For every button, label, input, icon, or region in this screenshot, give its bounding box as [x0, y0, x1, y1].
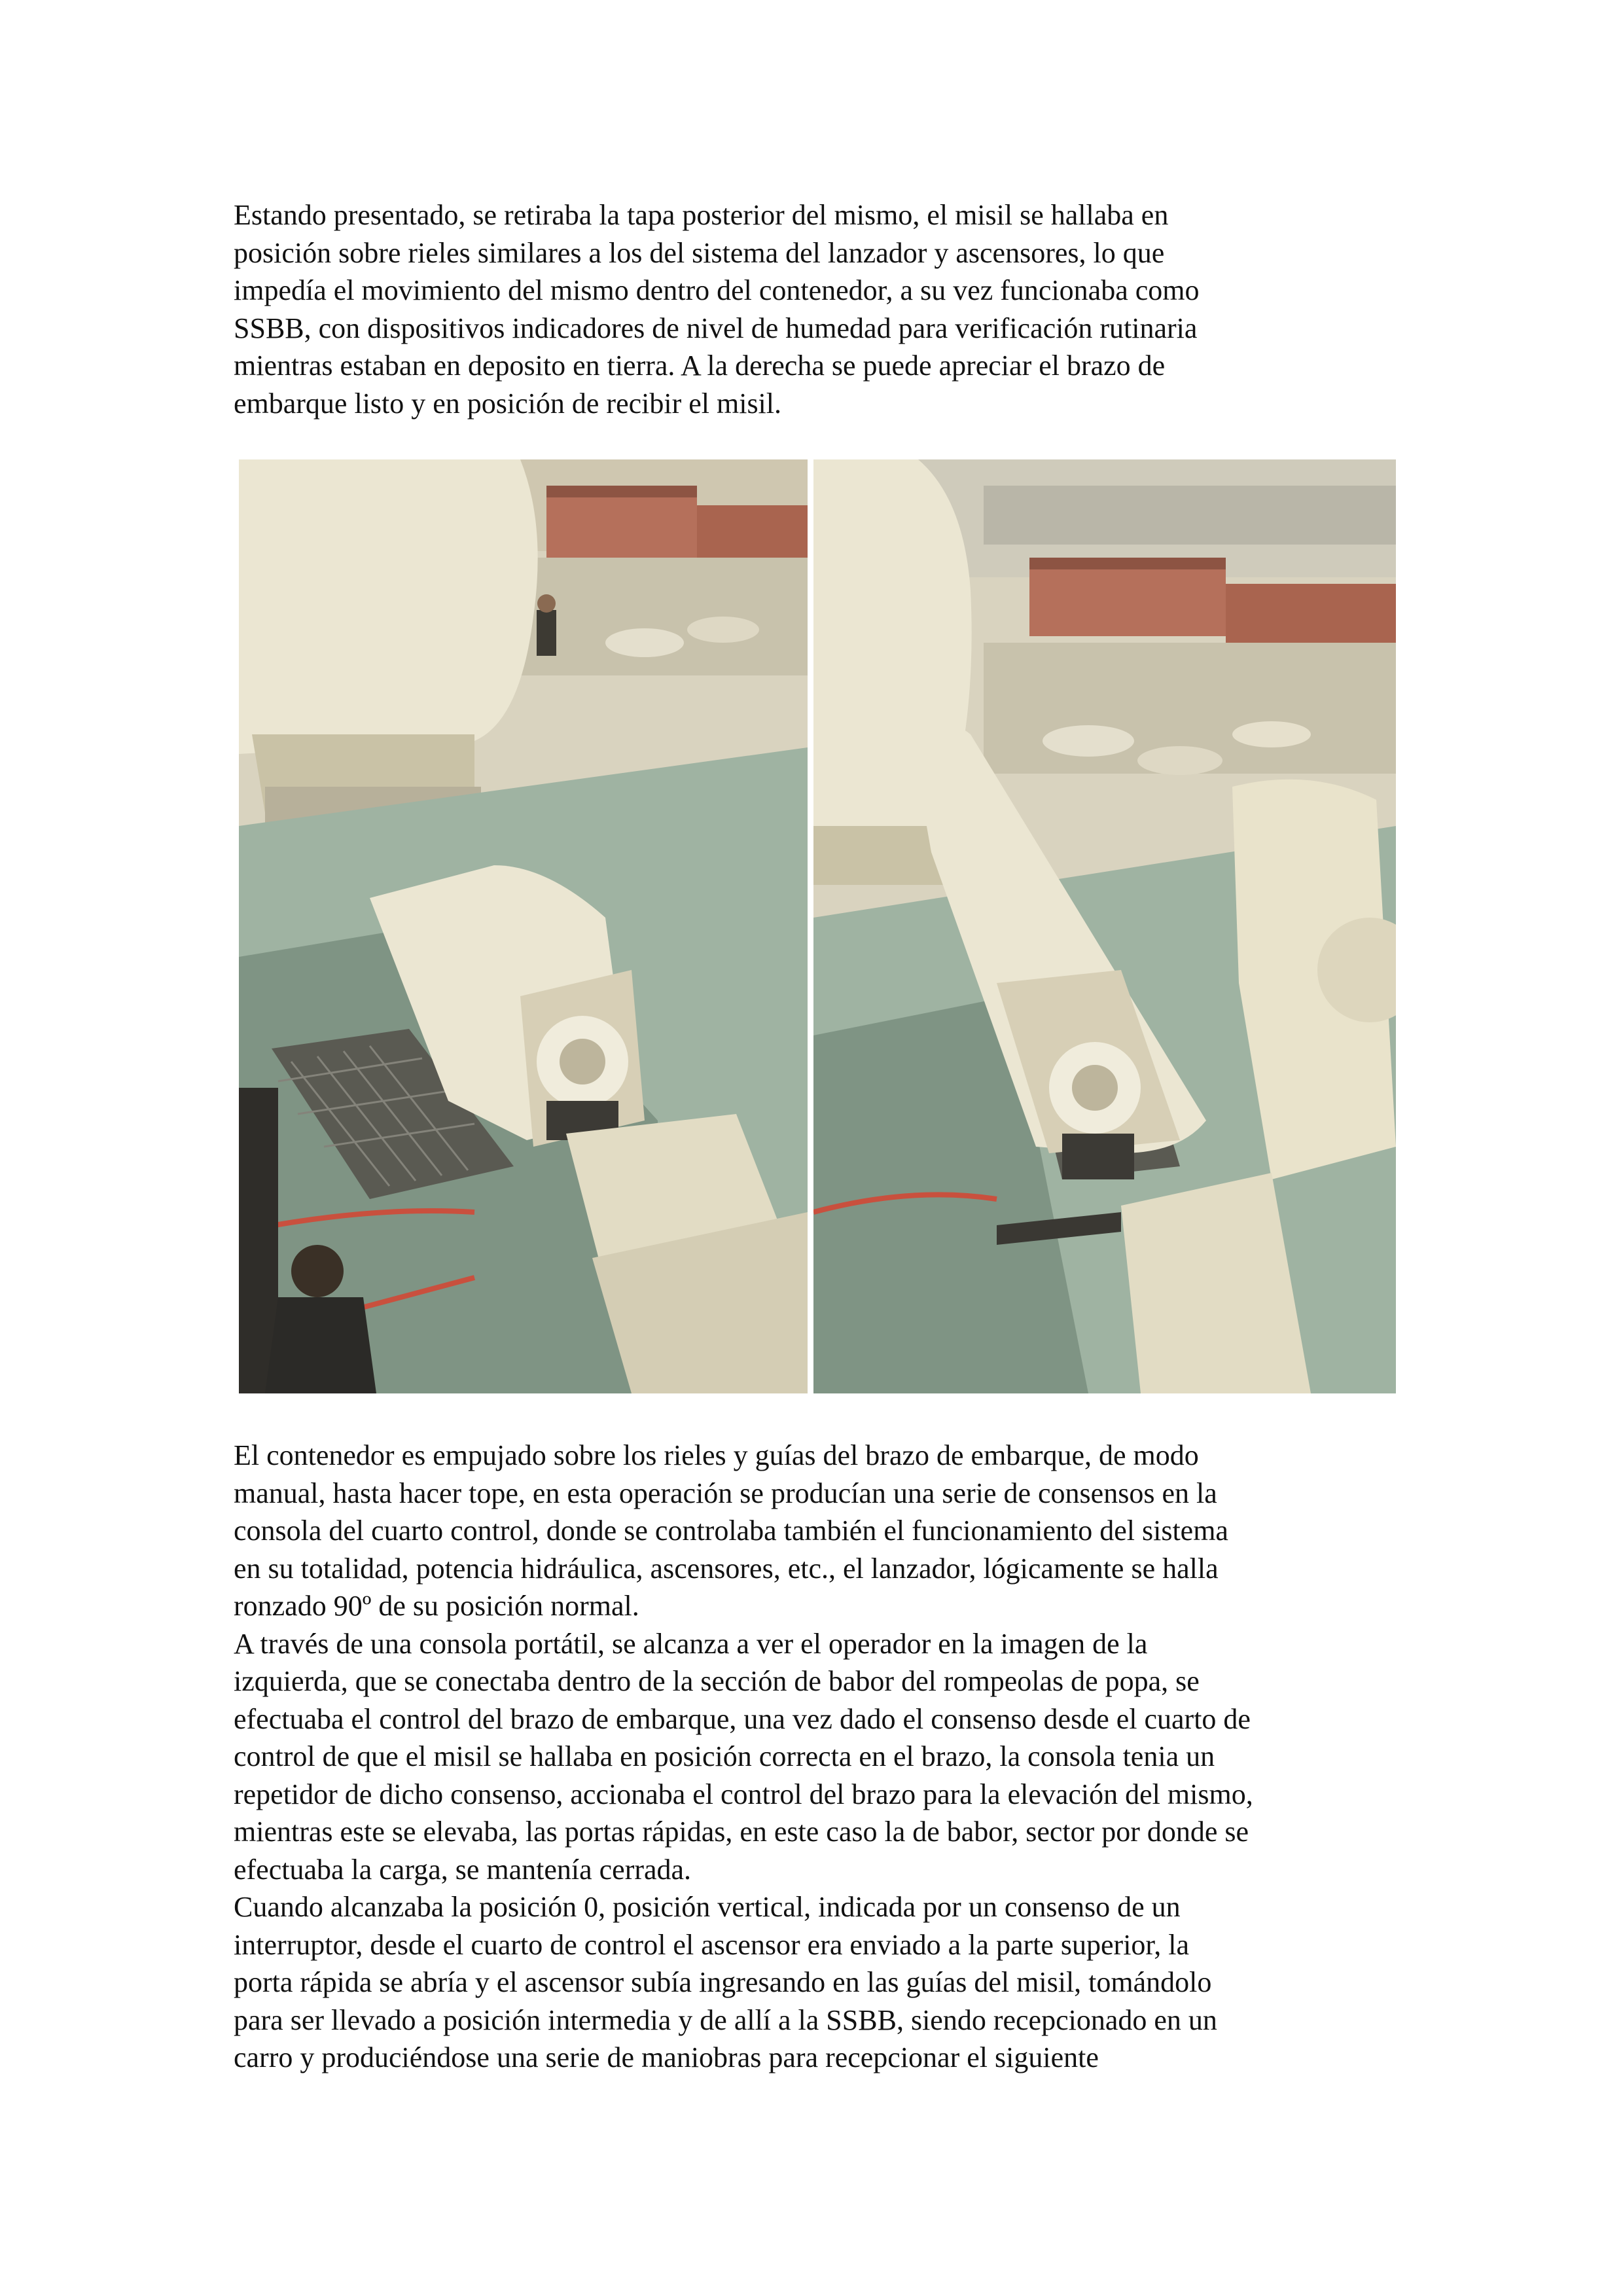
text-line: en su totalidad, potencia hidráulica, ascensores, etc., el lanzador, lógicamente se halla [234, 1552, 1219, 1585]
text-line: para ser llevado a posición intermedia y de allí a la SSBB, siendo recepcionado en un [234, 2003, 1217, 2036]
photo-icon [239, 459, 808, 1393]
photo-icon [813, 459, 1396, 1393]
text-line: SSBB, con dispositivos indicadores de nivel de humedad para verificación rutinaria [234, 312, 1198, 344]
text-line: El contenedor es empujado sobre los rieles y guías del brazo de embarque, de modo [234, 1439, 1199, 1471]
text-line: mientras estaban en deposito en tierra. A la derecha se puede apreciar el brazo de [234, 350, 1166, 382]
body-paragraph [234, 1437, 1412, 2077]
text-line: carro y produciéndose una serie de maniobras para recepcionar el siguiente [234, 2041, 1099, 2073]
text-line: izquierda, que se conectaba dentro de la sección de babor del rompeolas de popa, se [234, 1665, 1200, 1697]
text-line: efectuaba el control del brazo de embarque, una vez dado el consenso desde el cuarto de [234, 1702, 1251, 1735]
text-line: impedía el movimiento del mismo dentro del contenedor, a su vez funcionaba como [234, 274, 1200, 306]
text-line: Estando presentado, se retiraba la tapa posterior del mismo, el misil se hallaba en [234, 199, 1169, 231]
text-line: porta rápida se abría y el ascensor subía ingresando en las guías del misil, tomándolo [234, 1966, 1212, 1998]
photo-right [813, 459, 1396, 1393]
photo-left [239, 459, 808, 1393]
text-line: repetidor de dicho consenso, accionaba el control del brazo para la elevación del mismo, [234, 1778, 1253, 1810]
text-line: consola del cuarto control, donde se controlaba también el funcionamiento del sistema [234, 1515, 1228, 1547]
text-line: embarque listo y en posición de recibir el misil. [234, 387, 782, 420]
text-line: interruptor, desde el cuarto de control el ascensor era enviado a la parte superior, la [234, 1928, 1190, 1961]
text-line: A través de una consola portátil, se alcanza a ver el operador en la imagen de la [234, 1627, 1148, 1660]
text-line: efectuaba la carga, se mantenía cerrada. [234, 1853, 692, 1886]
text-line: control de que el misil se hallaba en posición correcta en el brazo, la consola tenia un [234, 1740, 1215, 1772]
text-line: Cuando alcanzaba la posición 0, posición vertical, indicada por un consenso de un [234, 1891, 1181, 1923]
intro-paragraph [234, 196, 1412, 422]
text-line: posición sobre rieles similares a los del sistema del lanzador y ascensores, lo que [234, 236, 1165, 269]
text-line: ronzado 90º de su posición normal. [234, 1590, 639, 1622]
text-line: mientras este se elevaba, las portas rápidas, en este caso la de babor, sector por donde se [234, 1816, 1249, 1848]
text-line: manual, hasta hacer tope, en esta operación se producían una serie de consensos en la [234, 1477, 1217, 1509]
